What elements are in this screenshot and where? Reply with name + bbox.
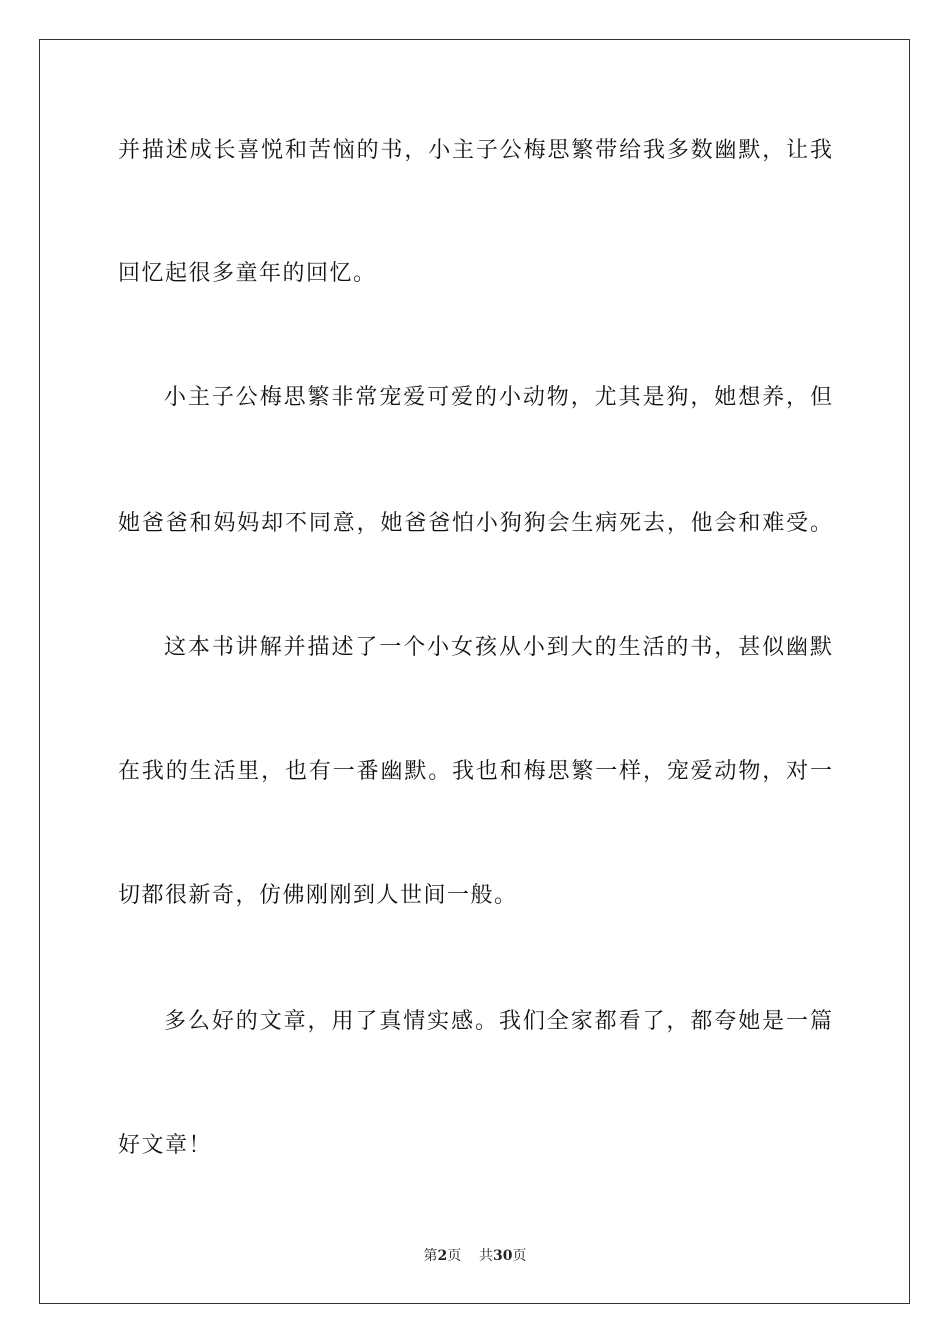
footer-prefix: 第 (423, 1248, 438, 1264)
text-line: 这本书讲解并描述了一个小女孩从小到大的生活的书，甚似幽默 (164, 635, 832, 660)
footer-total-suffix: 页 (512, 1248, 527, 1264)
text-line: 多么好的文章，用了真情实感。我们全家都看了，都夸她是一篇 (164, 1009, 832, 1034)
text-line: 小主子公梅思繁非常宠爱可爱的小动物，尤其是狗，她想养，但 (164, 385, 832, 410)
footer-total-prefix: 共 (479, 1248, 494, 1264)
text-line: 回忆起很多童年的回忆。 (118, 261, 377, 286)
text-line: 并描述成长喜悦和苦恼的书，小主子公梅思繁带给我多数幽默，让我 (118, 138, 832, 163)
page-border (39, 39, 910, 1304)
text-line: 她爸爸和妈妈却不同意，她爸爸怕小狗狗会生病死去，他会和难受。 (118, 511, 832, 536)
page-footer (0, 1246, 950, 1266)
current-page-number: 2 (437, 1248, 448, 1264)
total-pages-number: 30 (493, 1248, 513, 1264)
footer-page-suffix: 页 (447, 1248, 462, 1264)
text-line: 在我的生活里，也有一番幽默。我也和梅思繁一样，宠爱动物，对一 (118, 759, 832, 784)
text-line: 好文章！ (118, 1133, 213, 1158)
text-line: 切都很新奇，仿佛刚刚到人世间一般。 (118, 883, 518, 908)
